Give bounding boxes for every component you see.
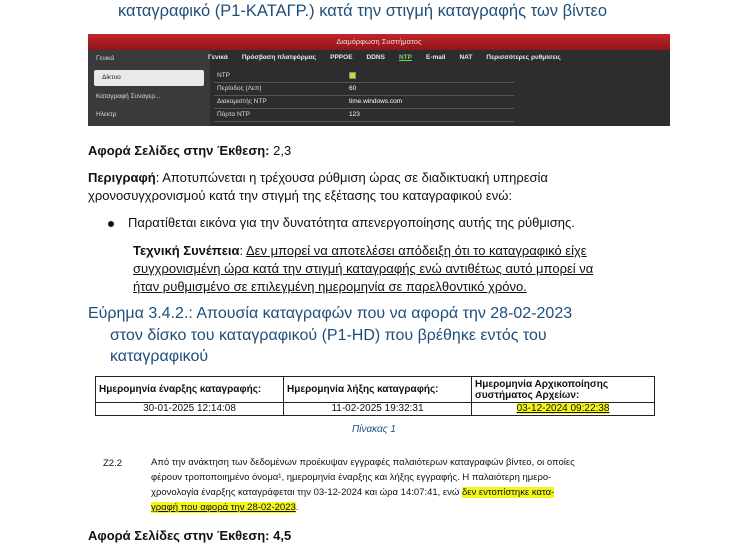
- affects-label: Αφορά Σελίδες στην Έκθεση:: [88, 143, 270, 158]
- paragraph-line: Από την ανάκτηση των δεδομένων προέκυψαν εγγραφές παλαιότερων καταγραφών βίντεο, οι οποίες: [151, 457, 575, 468]
- description-label: Περιγραφή: [88, 170, 156, 185]
- nvr-row-server: [214, 96, 514, 109]
- nvr-tab-pppoe: PPPOE: [330, 54, 353, 61]
- nvr-ntp-settings: [214, 70, 514, 122]
- nvr-value: time.windows.com: [346, 96, 514, 109]
- table-cell: [472, 403, 655, 416]
- nvr-tab-more: Περισσότερες ρυθμίσεις: [486, 54, 561, 61]
- affects-pages: [88, 143, 291, 158]
- paragraph-text: χρονολογία έναρξης καταγράφεται την 03-12-2024 και ώρα 14:07:41, ενώ: [151, 487, 462, 498]
- recording-dates-table: [95, 376, 655, 416]
- table-header: Ημερομηνία έναρξης καταγραφής:: [96, 377, 284, 403]
- nvr-key: Πόρτα NTP: [214, 109, 346, 122]
- nvr-tab-email: E-mail: [425, 54, 446, 61]
- affects-value: 2,3: [269, 143, 292, 158]
- nvr-side-item-email: Ηλεκτρ: [96, 111, 117, 118]
- nvr-value: [346, 70, 514, 83]
- nvr-row-period: [214, 83, 514, 96]
- highlighted-date: 03-12-2024 09:22:38: [516, 403, 610, 414]
- nvr-sidebar: [88, 50, 210, 126]
- nvr-side-item-network: Δίκτυο: [94, 70, 204, 86]
- bullet-text: Παρατίθεται εικόνα για την δυνατότητα απενεργοποίησης αυτής της ρύθμισης.: [128, 215, 575, 230]
- ntp-checkbox: [349, 72, 356, 79]
- paragraph-line: [151, 500, 661, 515]
- bullet-item: [108, 215, 575, 230]
- nvr-tab-bar: [208, 54, 670, 68]
- paragraph-text: .: [295, 502, 299, 513]
- nvr-side-item-general: Γενικά: [96, 55, 115, 62]
- consequence-label: Τεχνική Συνέπεια: [133, 243, 240, 258]
- description-line-2: χρονοσυγχρονισμού κατά την στιγμή της εξέτασης του καταγραφικού ενώ:: [88, 188, 512, 203]
- highlighted-text: γραφή που αφορά την 28-02-2023: [151, 502, 296, 513]
- table-header: Ημερομηνία Αρχικοποίησης συστήματος Αρχείων:: [472, 377, 655, 403]
- description-line-1: [88, 170, 548, 185]
- paragraph-line: φέρουν τροποποιημένο όνομα¹, ημερομηνία έναρξης και λήξης εγγραφής. Η παλαιότερη ημερο-: [151, 472, 552, 483]
- consequence-colon: :: [239, 243, 246, 258]
- nvr-settings-screenshot: [88, 34, 670, 126]
- nvr-value: 123: [346, 109, 514, 122]
- table-cell: 30-01-2025 12:14:08: [96, 403, 284, 416]
- nvr-key: Διακομιστής NTP: [214, 96, 346, 109]
- nvr-tab-general: Γενικά: [208, 54, 228, 61]
- paragraph-line: [151, 485, 661, 500]
- nvr-key: Περίοδος (Λεπ): [214, 83, 346, 96]
- paragraph-number: Z2.2: [103, 458, 123, 469]
- nvr-tab-platform: Πρόσβαση πλατφόρμας: [241, 54, 317, 61]
- finding-heading-line-3: καταγραφικού: [110, 348, 209, 365]
- nvr-side-item-recording: Καταγραφή Συναγερ...: [96, 93, 161, 100]
- nvr-value: 60: [346, 83, 514, 96]
- nvr-tab-nat: NAT: [459, 54, 473, 61]
- nvr-tab-ntp: NTP: [398, 54, 412, 61]
- recovery-paragraph: [151, 455, 661, 515]
- nvr-tab-ddns: DDNS: [366, 54, 385, 61]
- consequence-line-2: συγχρονισμένη ώρα κατά την στιγμή καταγραφής ενώ αντιθέτως αυτό μπορεί να: [133, 261, 594, 276]
- nvr-row-port: [214, 109, 514, 122]
- highlighted-text: δεν εντοπίστηκε κατα-: [461, 487, 555, 498]
- table-header-row: [96, 377, 655, 403]
- consequence-text: Δεν μπορεί να αποτελέσει απόδειξη ότι το καταγραφικό είχε: [245, 243, 587, 258]
- affects-pages-next: Αφορά Σελίδες στην Έκθεση: 4,5: [88, 528, 292, 543]
- consequence-line-1: [133, 243, 587, 258]
- bullet-dot: [108, 221, 114, 227]
- description-text: : Αποτυπώνεται η τρέχουσα ρύθμιση ώρας σε διαδικτυακή υπηρεσία: [155, 170, 548, 185]
- nvr-key: NTP: [214, 70, 346, 83]
- nvr-row-ntp: [214, 70, 514, 83]
- table-caption: Πίνακας 1: [352, 424, 396, 435]
- table-header: Ημερομηνία λήξης καταγραφής:: [284, 377, 472, 403]
- finding-heading-line-2: στον δίσκο του καταγραφικού (P1-HD) που βρέθηκε εντός του: [110, 327, 547, 344]
- table-cell: 11-02-2025 19:32:31: [284, 403, 472, 416]
- section-heading-continued: καταγραφικό (P1-ΚΑΤΑΓΡ.) κατά την στιγμή καταγραφής των βίντεο: [118, 2, 608, 20]
- consequence-line-3: ήταν ρυθμισμένο σε επιλεγμένη ημερομηνία σε παρελθοντικό χρόνο.: [133, 279, 527, 294]
- table-row: [96, 403, 655, 416]
- nvr-window-title: Διαμόρφωση Συστήματος: [88, 34, 670, 50]
- finding-heading-line-1: Εύρημα 3.4.2.: Απουσία καταγραφών που να αφορά την 28-02-2023: [88, 305, 573, 322]
